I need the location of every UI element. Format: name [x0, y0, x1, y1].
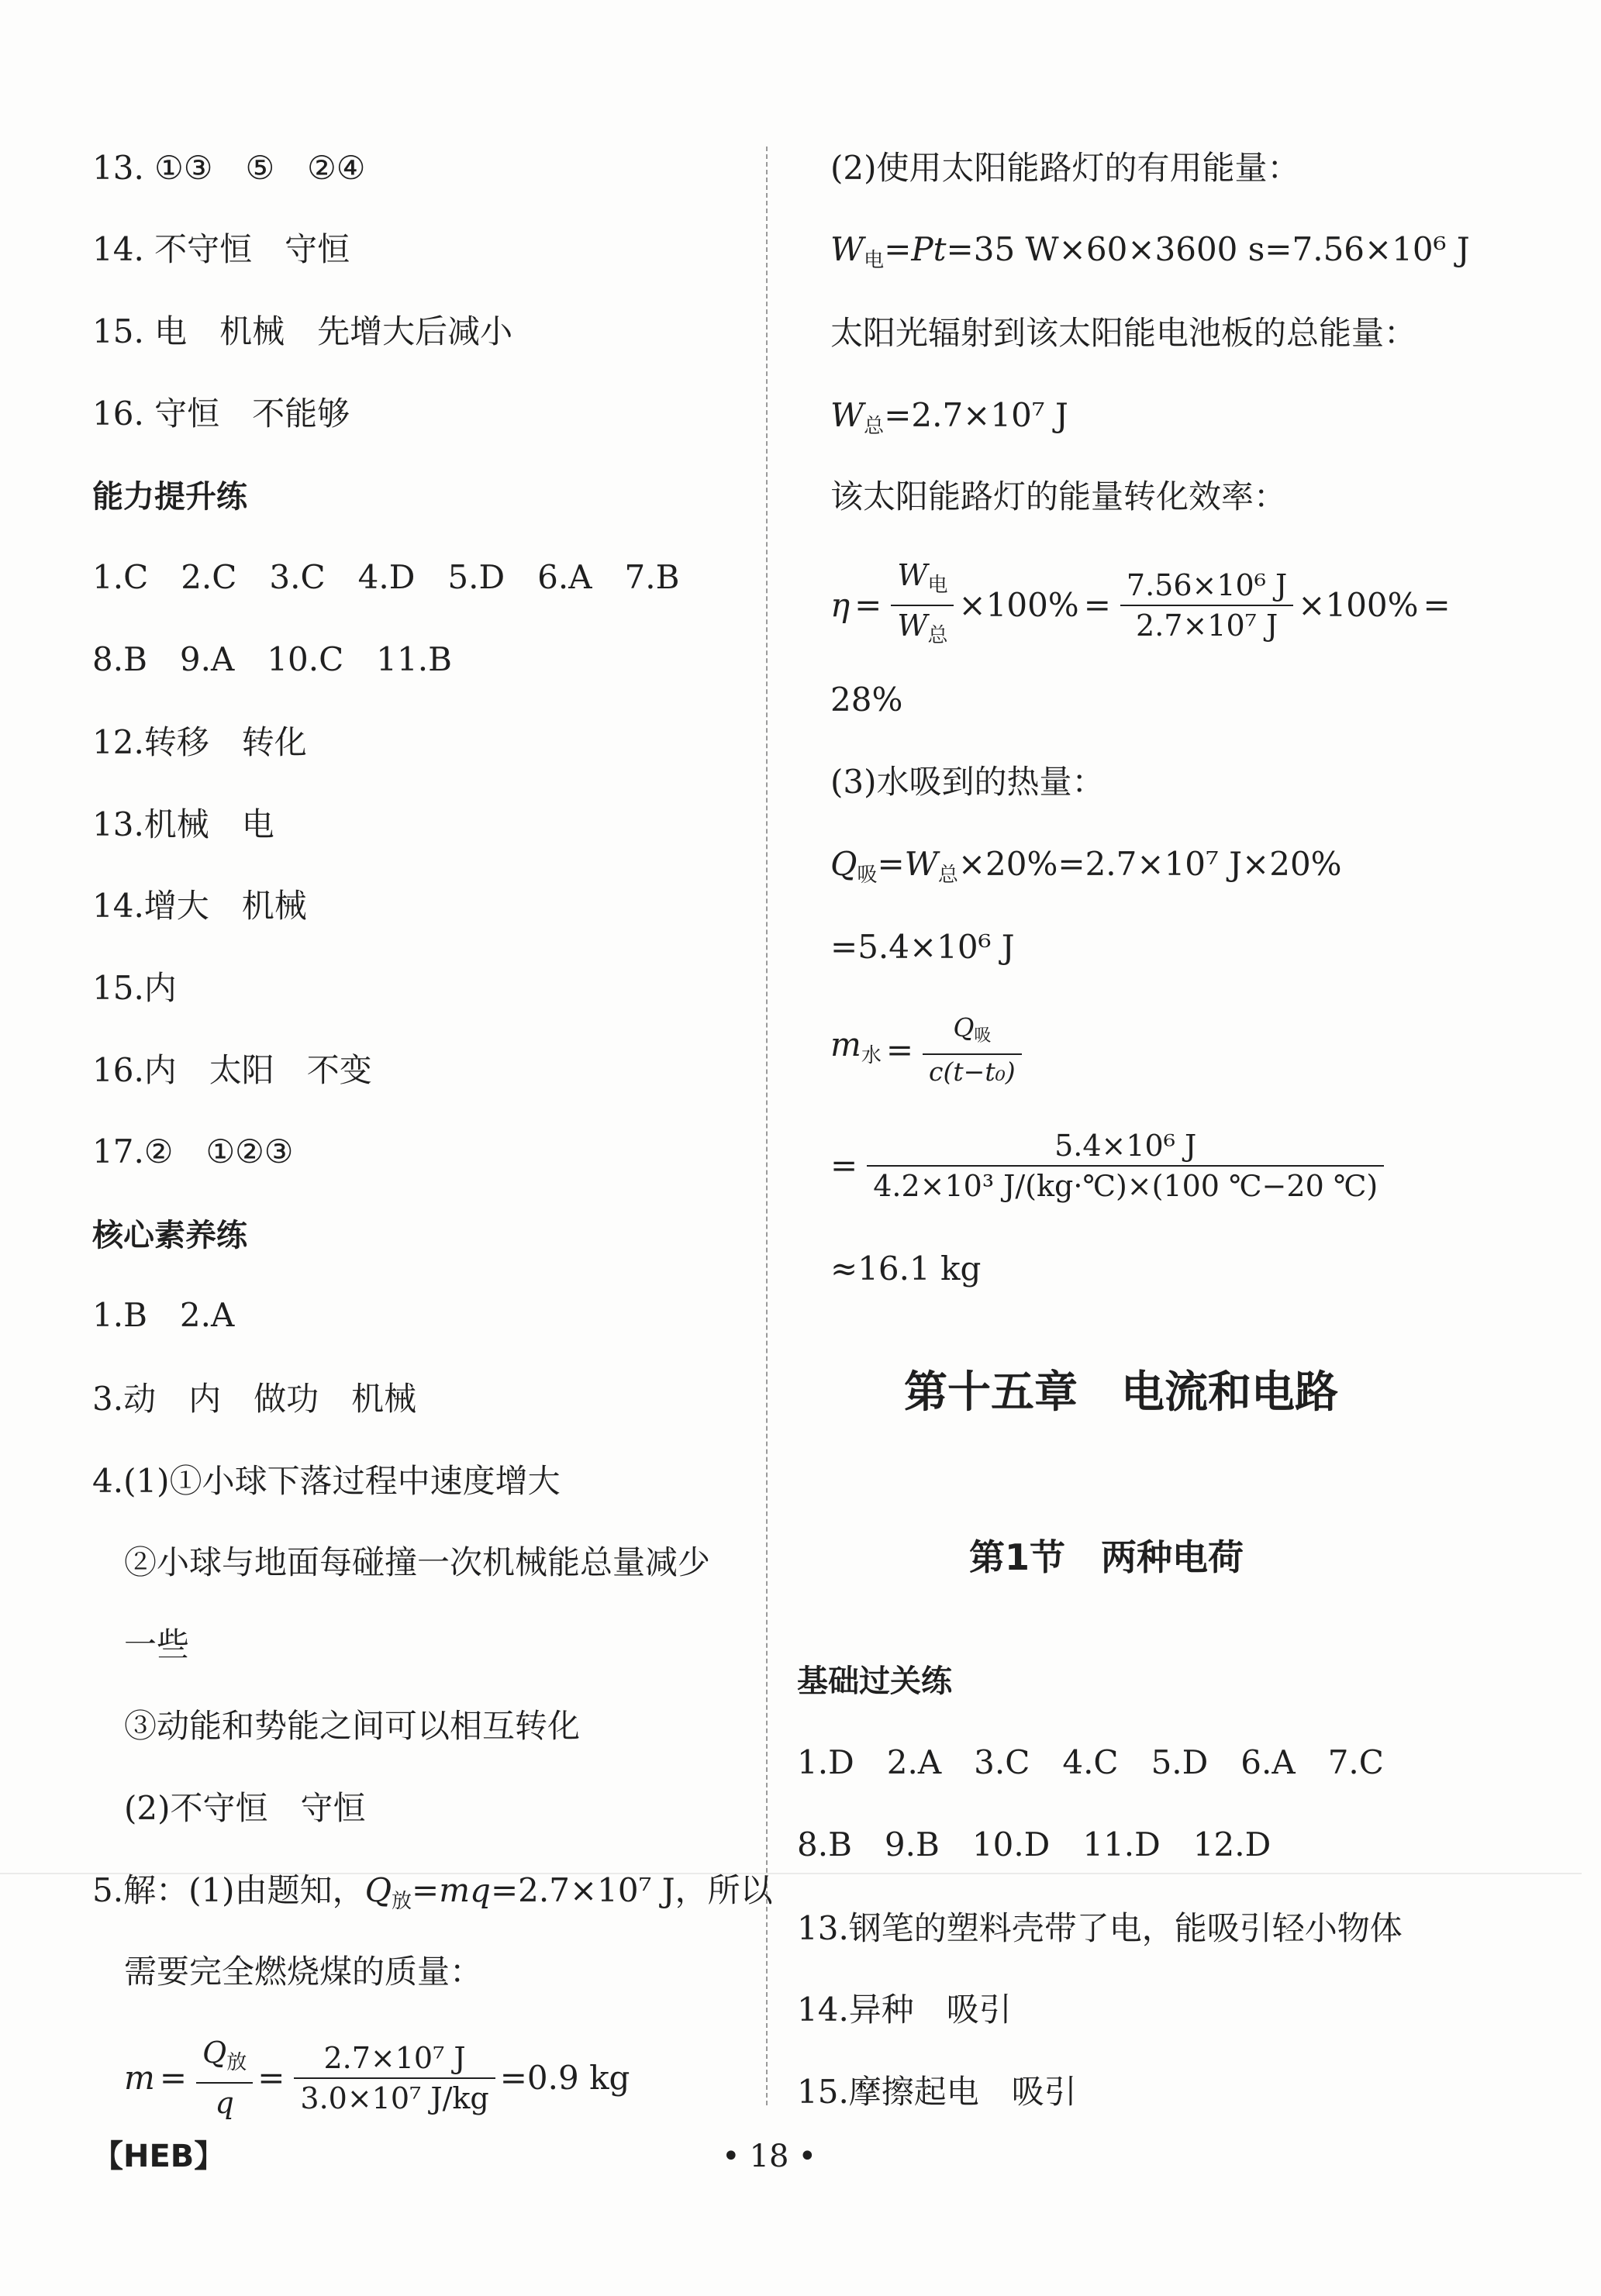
- answer-line: 1.B 2.A: [92, 1296, 235, 1334]
- var-eta: η: [830, 586, 851, 624]
- text-line: 太阳光辐射到该太阳能电池板的总能量：: [830, 314, 1417, 352]
- mass-equation: [124, 2035, 634, 2121]
- fraction: [867, 1128, 1384, 1204]
- denominator: q: [215, 2086, 234, 2120]
- var-m: m: [124, 2058, 155, 2097]
- var-w: W: [904, 845, 938, 883]
- answer-line: 8.B 9.B 10.D 11.D 12.D: [797, 1825, 1271, 1863]
- text-line: (2)使用太阳能路灯的有用能量：: [830, 149, 1300, 187]
- denominator: [891, 606, 954, 653]
- fraction: [923, 1012, 1022, 1088]
- var-q: Q: [364, 1871, 392, 1909]
- answer-line: 12.转移 转化: [92, 723, 307, 761]
- text: 5.解：(1)由题知，: [92, 1871, 365, 1909]
- text: =35 W×60×3600 s=7.56×10⁶ J: [946, 230, 1470, 268]
- efficiency-equation: [830, 557, 1455, 653]
- page-number: [717, 2138, 817, 2175]
- text-line: (3)水吸到的热量：: [830, 763, 1105, 801]
- answer-line: 14. 不守恒 守恒: [92, 230, 350, 268]
- q5-solution-line: [92, 1872, 773, 1920]
- text: =2.7×10⁷ J: [884, 396, 1068, 434]
- answer-line: 13. ①③ ⑤ ②④: [92, 149, 366, 187]
- numerator: 2.7×10⁷ J: [294, 2040, 495, 2079]
- equals: =: [854, 586, 882, 624]
- answer-line: 1.C 2.C 3.C 4.D 5.D 6.A 7.B: [92, 558, 680, 596]
- numerator: 7.56×10⁶ J: [1120, 567, 1293, 606]
- answer-line: 4.(1)①小球下落过程中速度增大: [92, 1462, 561, 1500]
- water-mass-equation: [830, 1012, 1027, 1088]
- answer-line: (2)不守恒 守恒: [124, 1789, 366, 1827]
- denominator: c(t−t₀): [929, 1057, 1016, 1087]
- answer-line: 16. 守恒 不能够: [92, 395, 350, 433]
- fraction: [1120, 567, 1293, 643]
- text-line: 该太阳能路灯的能量转化效率：: [830, 477, 1287, 515]
- var-m-text: m: [830, 1025, 861, 1064]
- answer-line: 1.D 2.A 3.C 4.C 5.D 6.A 7.C: [797, 1743, 1384, 1781]
- electric-energy-formula: [830, 231, 1470, 279]
- answer-line: 13.机械 电: [92, 805, 274, 843]
- var-w: W: [897, 558, 928, 592]
- column-divider: [766, 147, 768, 2105]
- numerator: [196, 2035, 253, 2084]
- var-pt: Pt: [911, 230, 947, 268]
- answer-line: 17.② ①②③: [92, 1132, 294, 1170]
- subscript: 总: [864, 415, 885, 438]
- total-energy-formula: [830, 397, 1068, 445]
- text: ×20%=2.7×10⁷ J×20%: [957, 845, 1342, 883]
- basic-heading: 基础过关练: [797, 1663, 952, 1699]
- denominator: 2.7×10⁷ J: [1136, 608, 1278, 643]
- numerator: 5.4×10⁶ J: [867, 1128, 1384, 1167]
- section-title: 第1节 两种电荷: [969, 1536, 1244, 1578]
- denominator: 4.2×10³ J/(kg·℃)×(100 ℃−20 ℃): [873, 1169, 1378, 1203]
- text: =2.7×10⁷ J，所以: [490, 1871, 773, 1909]
- equals: =: [257, 2058, 285, 2097]
- footer-brand: 【HEB】: [92, 2139, 226, 2174]
- numerator: [923, 1012, 1022, 1055]
- answer-line: 16.内 太阳 不变: [92, 1051, 372, 1089]
- subscript: 总: [927, 624, 948, 647]
- denominator: 3.0×10⁷ J/kg: [300, 2081, 489, 2115]
- fraction: [891, 557, 954, 653]
- answer-line: 15. 电 机械 先增大后减小: [92, 312, 513, 350]
- text-line: =5.4×10⁶ J: [830, 928, 1015, 966]
- answer-line: 14.异种 吸引: [797, 1991, 1012, 2029]
- equals: =: [412, 1871, 440, 1909]
- ability-heading: 能力提升练: [92, 479, 247, 515]
- var-m: [830, 1026, 882, 1074]
- var-q: Q: [202, 2036, 227, 2070]
- fraction: [196, 2035, 253, 2121]
- equals: =: [1083, 586, 1111, 624]
- q5-line2: 需要完全燃烧煤的质量：: [124, 1953, 483, 1991]
- answer-line: 一些: [124, 1625, 190, 1663]
- answer-line: 8.B 9.A 10.C 11.B: [92, 640, 452, 678]
- subscript: 放: [226, 2051, 247, 2074]
- answer-line: 13.钢笔的塑料壳带了电，能吸引轻小物体: [797, 1909, 1403, 1947]
- subscript: 放: [392, 1890, 412, 1913]
- var-mq: mq: [439, 1871, 491, 1909]
- dot-left: •: [722, 2139, 740, 2174]
- core-heading: 核心素养练: [92, 1218, 247, 1253]
- answer-line: 15.摩擦起电 吸引: [797, 2073, 1077, 2111]
- efficiency-result: 28%: [830, 681, 903, 719]
- var-q: Q: [830, 845, 857, 883]
- var-w: W: [830, 396, 864, 434]
- subscript: 电: [927, 574, 948, 597]
- heat-absorbed-formula: [830, 846, 1342, 894]
- equals: =: [830, 1146, 858, 1184]
- answer-line: ②小球与地面每碰撞一次机械能总量减少: [124, 1543, 711, 1581]
- equals: =: [877, 845, 905, 883]
- subscript: 总: [937, 864, 958, 887]
- answer-line: 14.增大 机械: [92, 887, 307, 925]
- subscript: 吸: [857, 864, 878, 887]
- equals: =: [159, 2058, 188, 2097]
- water-mass-calc: [830, 1128, 1389, 1204]
- subscript: 水: [861, 1043, 882, 1067]
- answer-line: ③动能和势能之间可以相互转化: [124, 1707, 581, 1745]
- water-mass-result: ≈16.1 kg: [830, 1250, 982, 1288]
- equals: =: [885, 1030, 914, 1069]
- var-w: W: [897, 608, 928, 643]
- result: =0.9 kg: [499, 2058, 630, 2097]
- text: ×100%: [958, 586, 1079, 624]
- text: ×100%: [1298, 586, 1419, 624]
- chapter-title: 第十五章 电流和电路: [904, 1367, 1338, 1418]
- subscript: 吸: [974, 1026, 992, 1046]
- subscript: 电: [864, 249, 885, 272]
- var-w: W: [830, 230, 864, 268]
- dot-right: •: [798, 2139, 817, 2174]
- var-q: Q: [953, 1012, 975, 1043]
- fraction: [294, 2040, 495, 2116]
- equals: =: [884, 230, 912, 268]
- answer-line: 15.内: [92, 969, 177, 1007]
- numerator: [891, 557, 954, 606]
- page-number-text: 18: [749, 2139, 789, 2174]
- answer-line: 3.动 内 做功 机械: [92, 1380, 417, 1418]
- equals: =: [1423, 586, 1451, 624]
